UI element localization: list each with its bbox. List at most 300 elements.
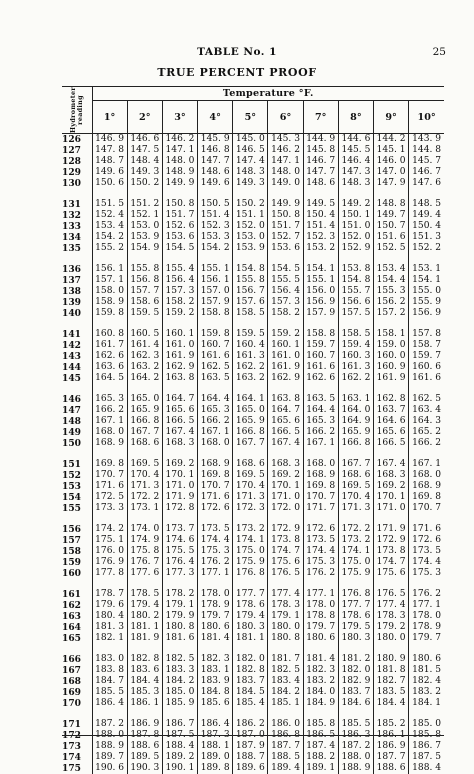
proof-value-cell: 147. 1 <box>268 156 303 167</box>
proof-value-cell: 151. 5 <box>92 199 127 210</box>
proof-value-cell: 181. 9 <box>127 633 162 644</box>
table-row <box>62 719 444 730</box>
proof-value-cell: 157. 5 <box>338 308 373 319</box>
proof-value-cell: 181. 4 <box>198 633 233 644</box>
proof-value-cell: 168. 6 <box>338 470 373 481</box>
proof-value-cell: 185. 5 <box>92 687 127 698</box>
proof-value-cell: 171. 0 <box>268 492 303 503</box>
proof-value-cell: 179. 7 <box>303 622 338 633</box>
proof-value-cell: 174. 9 <box>127 535 162 546</box>
proof-value-cell: 148. 3 <box>338 178 373 189</box>
proof-value-cell: 164. 1 <box>233 394 268 405</box>
table-row <box>62 763 444 774</box>
proof-value-cell: 158. 7 <box>409 340 444 351</box>
proof-value-cell: 164. 7 <box>162 394 197 405</box>
proof-value-cell: 180. 6 <box>409 654 444 665</box>
proof-value-cell: 148. 4 <box>127 156 162 167</box>
proof-value-cell: 158. 9 <box>92 297 127 308</box>
table-row <box>62 275 444 286</box>
proof-value-cell: 158. 6 <box>127 297 162 308</box>
proof-value-cell: 176. 2 <box>409 589 444 600</box>
proof-value-cell: 150. 5 <box>198 199 233 210</box>
proof-value-cell: 149. 9 <box>162 178 197 189</box>
proof-value-cell: 187. 7 <box>268 741 303 752</box>
proof-value-cell: 165. 9 <box>338 427 373 438</box>
proof-value-cell: 148. 8 <box>374 199 409 210</box>
proof-value-cell: 143. 9 <box>409 134 444 146</box>
temperature-column-header: 2° <box>127 101 162 134</box>
proof-value-cell: 179. 7 <box>409 633 444 644</box>
proof-value-cell: 183. 9 <box>198 676 233 687</box>
proof-value-cell: 179. 6 <box>92 600 127 611</box>
proof-value-cell: 183. 0 <box>92 654 127 665</box>
table-row <box>62 373 444 384</box>
proof-value-cell: 167. 4 <box>268 438 303 449</box>
proof-value-cell: 151. 7 <box>162 210 197 221</box>
proof-value-cell: 176. 9 <box>92 557 127 568</box>
proof-value-cell: 149. 0 <box>268 178 303 189</box>
proof-value-cell: 154. 4 <box>374 275 409 286</box>
proof-value-cell: 176. 2 <box>198 557 233 568</box>
proof-value-cell: 170. 1 <box>374 492 409 503</box>
hydrometer-reading-cell: 163 <box>62 611 92 622</box>
proof-value-cell: 185. 4 <box>233 698 268 709</box>
page-number: 25 <box>433 46 446 58</box>
proof-value-cell: 162. 2 <box>338 373 373 384</box>
table-row <box>62 698 444 709</box>
proof-value-cell: 179. 4 <box>127 600 162 611</box>
proof-value-cell: 146. 2 <box>162 134 197 146</box>
proof-value-cell: 181. 7 <box>268 654 303 665</box>
proof-value-cell: 182. 0 <box>233 654 268 665</box>
proof-value-cell: 178. 6 <box>338 611 373 622</box>
hydrometer-reading-cell: 140 <box>62 308 92 319</box>
proof-value-cell: 153. 9 <box>233 243 268 254</box>
proof-value-cell: 170. 7 <box>303 492 338 503</box>
proof-value-cell: 163. 4 <box>409 405 444 416</box>
proof-value-cell: 179. 7 <box>198 611 233 622</box>
proof-value-cell: 175. 3 <box>409 568 444 579</box>
proof-value-cell: 157. 9 <box>303 308 338 319</box>
proof-value-cell: 157. 2 <box>374 308 409 319</box>
table-row <box>62 351 444 362</box>
proof-value-cell: 186. 0 <box>268 719 303 730</box>
proof-value-cell: 151. 4 <box>303 221 338 232</box>
proof-value-cell: 171. 6 <box>409 524 444 535</box>
table-row <box>62 557 444 568</box>
proof-value-cell: 177. 1 <box>198 568 233 579</box>
proof-value-cell: 171. 9 <box>162 492 197 503</box>
proof-value-cell: 178. 9 <box>409 622 444 633</box>
proof-value-cell: 156. 6 <box>338 297 373 308</box>
proof-value-cell: 149. 3 <box>233 178 268 189</box>
hydrometer-reading-cell: 164 <box>62 622 92 633</box>
proof-value-cell: 158. 5 <box>233 308 268 319</box>
proof-value-cell: 166. 5 <box>374 438 409 449</box>
hydrometer-reading-cell: 154 <box>62 492 92 503</box>
proof-value-cell: 165. 0 <box>233 405 268 416</box>
hydrometer-reading-cell: 168 <box>62 676 92 687</box>
proof-value-cell: 169. 8 <box>303 481 338 492</box>
table-row <box>62 611 444 622</box>
proof-value-cell: 176. 0 <box>92 546 127 557</box>
proof-value-cell: 175. 0 <box>233 546 268 557</box>
proof-value-cell: 189. 4 <box>268 763 303 774</box>
proof-value-cell: 172. 2 <box>127 492 162 503</box>
proof-value-cell: 169. 2 <box>374 481 409 492</box>
proof-value-cell: 182. 5 <box>162 654 197 665</box>
proof-value-cell: 180. 3 <box>233 622 268 633</box>
table-row <box>62 427 444 438</box>
proof-value-cell: 186. 9 <box>374 741 409 752</box>
proof-value-cell: 164. 4 <box>198 394 233 405</box>
proof-value-cell: 147. 9 <box>374 178 409 189</box>
proof-value-cell: 149. 5 <box>303 199 338 210</box>
proof-value-cell: 154. 2 <box>198 243 233 254</box>
proof-value-cell: 168. 0 <box>303 459 338 470</box>
proof-value-cell: 178. 3 <box>374 611 409 622</box>
proof-value-cell: 160. 9 <box>374 362 409 373</box>
table-row <box>62 503 444 514</box>
temperature-column-header: 9° <box>374 101 409 134</box>
proof-value-cell: 163. 1 <box>338 394 373 405</box>
proof-value-cell: 156. 4 <box>162 275 197 286</box>
proof-value-cell: 148. 6 <box>303 178 338 189</box>
proof-value-cell: 153. 2 <box>303 243 338 254</box>
proof-value-cell: 176. 4 <box>162 557 197 568</box>
hydrometer-reading-cell: 169 <box>62 687 92 698</box>
hydrometer-reading-cell: 135 <box>62 243 92 254</box>
proof-value-cell: 171. 0 <box>162 481 197 492</box>
hydrometer-reading-header <box>62 86 92 134</box>
proof-value-cell: 165. 0 <box>127 394 162 405</box>
proof-value-cell: 150. 4 <box>303 210 338 221</box>
table-row <box>62 329 444 340</box>
proof-value-cell: 150. 8 <box>162 199 197 210</box>
proof-value-cell: 160. 3 <box>338 351 373 362</box>
temperature-column-header: 6° <box>268 101 303 134</box>
hydrometer-reading-cell: 155 <box>62 503 92 514</box>
proof-value-cell: 179. 5 <box>338 622 373 633</box>
proof-value-cell: 184. 9 <box>303 698 338 709</box>
corner-label-line2: reading <box>77 86 84 132</box>
temperature-column-header: 7° <box>303 101 338 134</box>
proof-value-cell: 159. 7 <box>303 340 338 351</box>
table-row <box>62 492 444 503</box>
proof-value-cell: 175. 9 <box>233 557 268 568</box>
table-row <box>62 167 444 178</box>
proof-value-cell: 170. 7 <box>92 470 127 481</box>
proof-value-cell: 158. 2 <box>268 308 303 319</box>
proof-value-cell: 164. 5 <box>92 373 127 384</box>
proof-value-cell: 173. 2 <box>233 524 268 535</box>
proof-value-cell: 182. 4 <box>409 676 444 687</box>
table-row <box>62 459 444 470</box>
proof-value-cell: 146. 8 <box>198 145 233 156</box>
proof-value-cell: 146. 5 <box>233 145 268 156</box>
proof-value-cell: 158. 0 <box>92 286 127 297</box>
proof-value-cell: 155. 8 <box>233 275 268 286</box>
proof-value-cell: 153. 6 <box>162 232 197 243</box>
proof-value-cell: 149. 2 <box>338 199 373 210</box>
proof-value-cell: 156. 7 <box>233 286 268 297</box>
proof-value-cell: 147. 4 <box>233 156 268 167</box>
hydrometer-reading-cell: 156 <box>62 524 92 535</box>
table-row <box>62 286 444 297</box>
proof-value-cell: 153. 3 <box>198 232 233 243</box>
proof-value-cell: 151. 2 <box>127 199 162 210</box>
proof-value-cell: 161. 6 <box>409 373 444 384</box>
table-row <box>62 210 444 221</box>
proof-value-cell: 177. 7 <box>233 589 268 600</box>
proof-value-cell: 169. 5 <box>233 470 268 481</box>
proof-value-cell: 172. 9 <box>374 535 409 546</box>
proof-value-cell: 146. 0 <box>374 156 409 167</box>
proof-value-cell: 187. 9 <box>233 741 268 752</box>
table-header <box>62 86 444 134</box>
proof-value-cell: 177. 4 <box>268 589 303 600</box>
proof-value-cell: 168. 6 <box>127 438 162 449</box>
proof-value-cell: 173. 5 <box>409 546 444 557</box>
proof-value-cell: 172. 3 <box>233 503 268 514</box>
proof-value-cell: 150. 2 <box>233 199 268 210</box>
proof-value-cell: 155. 5 <box>268 275 303 286</box>
table-row <box>62 232 444 243</box>
proof-value-cell: 183. 6 <box>127 665 162 676</box>
proof-value-cell: 165. 3 <box>303 416 338 427</box>
proof-value-cell: 169. 8 <box>198 470 233 481</box>
temperature-column-header: 10° <box>409 101 444 134</box>
proof-value-cell: 186. 7 <box>409 741 444 752</box>
proof-value-cell: 160. 1 <box>268 340 303 351</box>
proof-value-cell: 154. 5 <box>268 264 303 275</box>
proof-value-cell: 171. 6 <box>92 481 127 492</box>
proof-value-cell: 145. 7 <box>409 156 444 167</box>
proof-value-cell: 150. 4 <box>409 221 444 232</box>
proof-value-cell: 184. 4 <box>127 676 162 687</box>
proof-value-cell: 155. 7 <box>338 286 373 297</box>
proof-value-cell: 152. 5 <box>374 243 409 254</box>
proof-value-cell: 182. 9 <box>338 676 373 687</box>
proof-value-cell: 162. 5 <box>409 394 444 405</box>
proof-value-cell: 161. 3 <box>338 362 373 373</box>
proof-value-cell: 188. 6 <box>374 763 409 774</box>
proof-value-cell: 156. 0 <box>303 286 338 297</box>
proof-value-cell: 165. 3 <box>198 405 233 416</box>
proof-value-cell: 144. 2 <box>374 134 409 146</box>
proof-value-cell: 173. 5 <box>303 535 338 546</box>
table-number: TABLE No. 1 <box>0 46 474 58</box>
proof-value-cell: 186. 2 <box>233 719 268 730</box>
proof-value-cell: 172. 6 <box>303 524 338 535</box>
proof-value-cell: 188. 6 <box>127 741 162 752</box>
proof-value-cell: 148. 3 <box>233 167 268 178</box>
hydrometer-reading-cell: 171 <box>62 719 92 730</box>
hydrometer-reading-cell: 142 <box>62 340 92 351</box>
hydrometer-reading-cell: 138 <box>62 286 92 297</box>
proof-value-cell: 157. 7 <box>127 286 162 297</box>
hydrometer-reading-cell: 144 <box>62 362 92 373</box>
proof-value-cell: 169. 5 <box>338 481 373 492</box>
proof-value-cell: 159. 4 <box>338 340 373 351</box>
table-row <box>62 340 444 351</box>
proof-value-cell: 168. 3 <box>268 459 303 470</box>
proof-value-cell: 154. 2 <box>92 232 127 243</box>
proof-value-cell: 165. 9 <box>233 416 268 427</box>
hydrometer-reading-cell: 165 <box>62 633 92 644</box>
proof-value-cell: 175. 6 <box>374 568 409 579</box>
proof-value-cell: 167. 7 <box>338 459 373 470</box>
proof-value-cell: 148. 5 <box>409 199 444 210</box>
proof-value-cell: 189. 5 <box>127 752 162 763</box>
proof-value-cell: 173. 2 <box>338 535 373 546</box>
hydrometer-reading-cell: 160 <box>62 568 92 579</box>
proof-value-cell: 183. 7 <box>233 676 268 687</box>
table-row <box>62 654 444 665</box>
proof-value-cell: 157. 6 <box>233 297 268 308</box>
proof-value-cell: 162. 6 <box>303 373 338 384</box>
proof-value-cell: 160. 1 <box>162 329 197 340</box>
proof-value-cell: 175. 1 <box>92 535 127 546</box>
proof-value-cell: 186. 4 <box>92 698 127 709</box>
proof-value-cell: 175. 8 <box>127 546 162 557</box>
table-row <box>62 264 444 275</box>
proof-value-cell: 185. 3 <box>127 687 162 698</box>
proof-value-cell: 147. 5 <box>127 145 162 156</box>
proof-value-cell: 159. 8 <box>198 329 233 340</box>
proof-value-cell: 177. 4 <box>374 600 409 611</box>
hydrometer-reading-cell: 147 <box>62 405 92 416</box>
proof-value-cell: 182. 8 <box>127 654 162 665</box>
proof-value-cell: 183. 2 <box>409 687 444 698</box>
hydrometer-reading-cell: 174 <box>62 752 92 763</box>
proof-value-cell: 175. 5 <box>162 546 197 557</box>
hydrometer-reading-cell: 139 <box>62 297 92 308</box>
hydrometer-reading-cell: 149 <box>62 427 92 438</box>
proof-value-cell: 181. 1 <box>127 622 162 633</box>
proof-value-cell: 165. 6 <box>374 427 409 438</box>
proof-value-cell: 156. 9 <box>303 297 338 308</box>
proof-value-cell: 179. 1 <box>268 611 303 622</box>
table-row <box>62 145 444 156</box>
proof-value-cell: 162. 5 <box>198 362 233 373</box>
hydrometer-reading-cell: 146 <box>62 394 92 405</box>
proof-value-cell: 145. 8 <box>303 145 338 156</box>
proof-value-cell: 186. 7 <box>162 719 197 730</box>
proof-value-cell: 182. 1 <box>92 633 127 644</box>
proof-value-cell: 151. 6 <box>374 232 409 243</box>
temperature-column-header: 1° <box>92 101 127 134</box>
proof-value-cell: 165. 9 <box>127 405 162 416</box>
proof-value-cell: 184. 2 <box>162 676 197 687</box>
proof-value-cell: 155. 1 <box>303 275 338 286</box>
hydrometer-reading-cell: 132 <box>62 210 92 221</box>
proof-value-cell: 178. 9 <box>198 600 233 611</box>
proof-value-cell: 175. 3 <box>198 546 233 557</box>
proof-value-cell: 181. 4 <box>303 654 338 665</box>
proof-value-cell: 183. 5 <box>374 687 409 698</box>
proof-value-cell: 163. 5 <box>198 373 233 384</box>
proof-value-cell: 161. 6 <box>303 362 338 373</box>
proof-value-cell: 187. 0 <box>233 730 268 741</box>
proof-value-cell: 184. 7 <box>92 676 127 687</box>
proof-value-cell: 172. 5 <box>92 492 127 503</box>
proof-value-cell: 169. 8 <box>92 459 127 470</box>
table-row <box>62 199 444 210</box>
proof-value-cell: 187. 8 <box>127 730 162 741</box>
proof-value-cell: 189. 7 <box>92 752 127 763</box>
proof-value-cell: 149. 6 <box>198 178 233 189</box>
proof-value-cell: 189. 0 <box>198 752 233 763</box>
proof-value-cell: 149. 3 <box>127 167 162 178</box>
proof-value-cell: 155. 9 <box>409 297 444 308</box>
proof-value-cell: 185. 8 <box>303 719 338 730</box>
table-row <box>62 535 444 546</box>
proof-value-cell: 173. 5 <box>198 524 233 535</box>
proof-value-cell: 169. 5 <box>127 459 162 470</box>
proof-value-cell: 184. 5 <box>233 687 268 698</box>
hydrometer-reading-cell: 152 <box>62 470 92 481</box>
proof-value-cell: 177. 3 <box>162 568 197 579</box>
proof-value-cell: 176. 5 <box>268 568 303 579</box>
proof-value-cell: 178. 8 <box>303 611 338 622</box>
proof-value-cell: 187. 2 <box>92 719 127 730</box>
proof-value-cell: 158. 1 <box>374 329 409 340</box>
proof-value-cell: 168. 3 <box>374 470 409 481</box>
proof-value-cell: 144. 8 <box>409 145 444 156</box>
proof-value-cell: 165. 3 <box>92 394 127 405</box>
proof-value-cell: 160. 6 <box>409 362 444 373</box>
proof-table <box>62 86 444 774</box>
proof-value-cell: 159. 2 <box>268 329 303 340</box>
proof-value-cell: 181. 6 <box>162 633 197 644</box>
proof-value-cell: 163. 7 <box>374 405 409 416</box>
proof-value-cell: 184. 0 <box>303 687 338 698</box>
proof-value-cell: 153. 0 <box>127 221 162 232</box>
proof-value-cell: 188. 9 <box>338 763 373 774</box>
proof-value-cell: 152. 3 <box>303 232 338 243</box>
proof-value-cell: 163. 8 <box>268 394 303 405</box>
proof-value-cell: 163. 2 <box>127 362 162 373</box>
proof-value-cell: 170. 4 <box>233 481 268 492</box>
proof-value-cell: 163. 6 <box>92 362 127 373</box>
proof-value-cell: 153. 6 <box>268 243 303 254</box>
proof-value-cell: 184. 4 <box>374 698 409 709</box>
proof-value-cell: 156. 9 <box>409 308 444 319</box>
proof-value-cell: 152. 3 <box>198 221 233 232</box>
table-row <box>62 622 444 633</box>
proof-value-cell: 178. 2 <box>162 589 197 600</box>
proof-value-cell: 174. 0 <box>127 524 162 535</box>
proof-value-cell: 189. 6 <box>233 763 268 774</box>
proof-value-cell: 146. 4 <box>338 156 373 167</box>
hydrometer-reading-cell: 172 <box>62 730 92 741</box>
proof-value-cell: 182. 3 <box>198 654 233 665</box>
proof-value-cell: 181. 5 <box>409 665 444 676</box>
page-title: TRUE PERCENT PROOF <box>0 66 474 79</box>
proof-value-cell: 182. 0 <box>338 665 373 676</box>
table-row <box>62 362 444 373</box>
hydrometer-reading-cell: 129 <box>62 167 92 178</box>
proof-value-cell: 160. 8 <box>92 329 127 340</box>
proof-value-cell: 161. 3 <box>233 351 268 362</box>
proof-value-cell: 186. 1 <box>374 730 409 741</box>
table-row <box>62 568 444 579</box>
proof-value-cell: 184. 8 <box>198 687 233 698</box>
proof-value-cell: 162. 6 <box>92 351 127 362</box>
proof-value-cell: 187. 2 <box>338 741 373 752</box>
proof-value-cell: 168. 0 <box>198 438 233 449</box>
